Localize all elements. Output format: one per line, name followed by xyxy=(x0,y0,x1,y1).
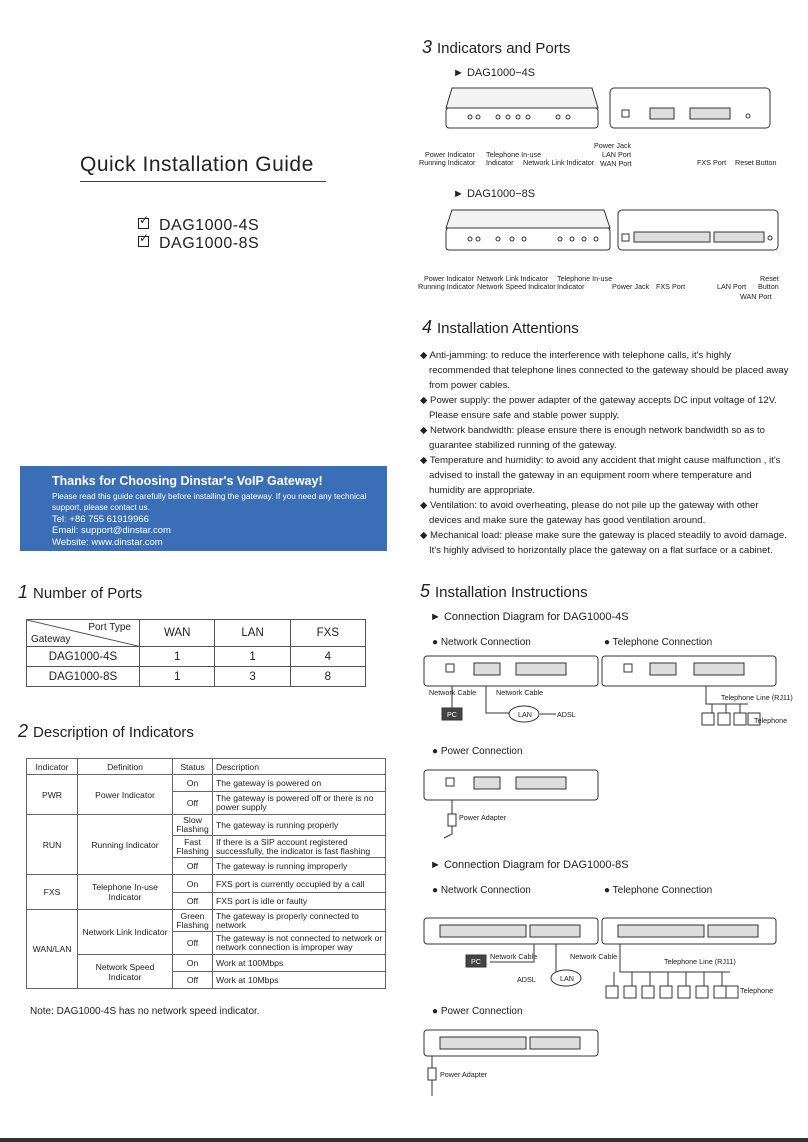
label-network-cable: Network Cable xyxy=(496,688,544,697)
attentions-list xyxy=(420,348,790,558)
thanks-tel: Tel: +86 755 61919966 xyxy=(52,513,149,525)
label-netspeed: Network Speed Indicator xyxy=(477,282,556,291)
label-reset: Reset xyxy=(760,274,779,283)
list-item: ◆ Network bandwidth: please ensure there is enough network bandwidth so as to guarantee stabilized running of the gateway. xyxy=(420,425,765,451)
list-item: ◆ Anti-jamming: to reduce the interference with telephone calls, it's highly recommended that telephone lines connected to the gateway should be placed away from power cables. xyxy=(420,350,789,391)
guide-title: Quick Installation Guide xyxy=(80,153,314,176)
power-connection-label: ● Power Connection xyxy=(432,1006,523,1017)
label-fxs-port: FXS Port xyxy=(656,282,686,291)
thanks-text: Please read this guide carefully before installing the gateway. If you need any technical support, please contact us. xyxy=(52,492,367,513)
col-header: FXS xyxy=(290,620,365,647)
table-row: Off Work at 10Mbps xyxy=(27,972,386,989)
label-lan-port: LAN Port xyxy=(602,150,632,159)
label-reset-button: Reset Button xyxy=(735,158,777,167)
section-2-heading: 2 Description of Indicators xyxy=(18,721,194,741)
footer-bar xyxy=(0,1138,808,1142)
label-tel-line: Telephone Line (RJ11) xyxy=(664,957,736,966)
label-telephone: Telephone xyxy=(740,986,774,995)
table-row: Off The gateway is running improperly xyxy=(27,858,386,875)
table-row: Network Speed Indicator On Work at 100Mbps xyxy=(27,955,386,972)
label-power-adapter: Power Adapter xyxy=(459,813,507,822)
table-row: Off FXS port is idle or faulty xyxy=(27,893,386,910)
thanks-website[interactable]: Website: www.dinstar.com xyxy=(52,536,163,548)
label-wan-port: WAN Port xyxy=(740,292,772,301)
col-header: LAN xyxy=(215,620,290,647)
label-button: Button xyxy=(758,282,779,291)
section-5-heading: 5 Installation Instructions xyxy=(420,581,588,601)
label-network-cable: Network Cable xyxy=(490,952,538,961)
list-item: ◆ Mechanical load: please make sure the gateway is placed steadily to avoid damage. It's highly advised to horizontally place the gateway on a flat surface or a cabinet. xyxy=(420,530,787,556)
conn-diagram-4s-title: ► Connection Diagram for DAG1000-4S xyxy=(430,611,629,623)
table-row: Fast Flashing If there is a SIP account registered successfully, the indicator is fast flashing xyxy=(27,836,386,858)
thanks-email[interactable]: Email: support@dinstar.com xyxy=(52,525,171,537)
pc-icon: PC xyxy=(447,710,457,719)
telephone-connection-label: ● Telephone Connection xyxy=(604,885,713,896)
sub-dag4s: ► DAG1000−4S xyxy=(453,67,536,79)
section-4-heading: 4 Installation Attentions xyxy=(422,317,579,337)
ports-table-corner: Port Type Gateway xyxy=(27,620,140,647)
label-indicator: Indicator xyxy=(486,158,514,167)
label-running-indicator: Running Indicator xyxy=(419,158,476,167)
col-header: Status xyxy=(173,759,213,775)
label-running-indicator: Running Indicator xyxy=(418,282,475,291)
col-header: WAN xyxy=(139,620,214,647)
col-header: Definition xyxy=(78,759,173,775)
label-adsl: ADSL xyxy=(557,710,576,719)
label-netlink: Network Link Indicator xyxy=(523,158,595,167)
label-network-cable: Network Cable xyxy=(570,952,618,961)
table-row: WAN/LAN Network Link Indicator Green Flashing The gateway is properly connected to network xyxy=(27,910,386,932)
label-power-indicator: Power Indicator xyxy=(424,274,474,283)
section-1-heading: 1 Number of Ports xyxy=(18,582,143,602)
table-row: Off The gateway is powered off or there is no power supply xyxy=(27,792,386,815)
list-item: ◆ Power supply: the power adapter of the gateway accepts DC input voltage of 12V. Please ensure safe and stable power supply. xyxy=(420,395,777,421)
lan-cloud-icon: LAN xyxy=(560,974,574,983)
telephone-connection-label: ● Telephone Connection xyxy=(604,637,713,648)
table-row: DAG1000-8S 1 3 8 xyxy=(27,667,366,687)
table-row: Off The gateway is not connected to network or network connection is improper way xyxy=(27,932,386,955)
label-wan-port: WAN Port xyxy=(600,159,632,168)
model-item-8s: ✓DAG1000-8S xyxy=(138,235,259,253)
label-power-adapter: Power Adapter xyxy=(440,1070,488,1079)
col-header: Description xyxy=(213,759,386,775)
list-item: ◆ Temperature and humidity: to avoid any accident that might cause malfunction , it's advised to install the gateway in an equipment room where temperature and humidity are appropriate. xyxy=(420,455,781,496)
label-power-jack: Power Jack xyxy=(594,141,632,150)
label-power-indicator: Power Indicator xyxy=(425,150,475,159)
note-text: Note: DAG1000-4S has no network speed indicator. xyxy=(30,1006,260,1017)
col-header: Indicator xyxy=(27,759,78,775)
network-connection-label: ● Network Connection xyxy=(432,637,531,648)
label-netlink: Network Link Indicator xyxy=(477,274,549,283)
label-tel-line: Telephone Line (RJ11) xyxy=(721,693,793,702)
label-tel-inuse: Telephone In-use xyxy=(486,150,542,159)
model-item-4s: ✓DAG1000-4S xyxy=(138,217,259,235)
label-network-cable: Network Cable xyxy=(429,688,477,697)
label-telephone: Telephone xyxy=(754,716,788,725)
label-indicator: Indicator xyxy=(557,282,585,291)
pc-icon: PC xyxy=(471,957,481,966)
section-3-heading: 3 Indicators and Ports xyxy=(422,37,571,57)
table-row: PWR Power Indicator On The gateway is powered on xyxy=(27,775,386,792)
sub-dag8s: ► DAG1000−8S xyxy=(453,188,536,200)
table-row: FXS Telephone In-use Indicator On FXS port is currently occupied by a call xyxy=(27,875,386,893)
label-tel-inuse: Telephone In-use xyxy=(557,274,613,283)
table-row: RUN Running Indicator Slow Flashing The gateway is running properly xyxy=(27,815,386,836)
table-row: DAG1000-4S 1 1 4 xyxy=(27,647,366,667)
power-connection-label: ● Power Connection xyxy=(432,746,523,757)
list-item: ◆ Ventilation: to avoid overheating, please do not pile up the gateway with other devices and make sure the gateway has good ventilation around. xyxy=(420,500,759,526)
label-fxs-port: FXS Port xyxy=(697,158,727,167)
conn-diagram-8s-title: ► Connection Diagram for DAG1000-8S xyxy=(430,859,629,871)
label-power-jack: Power Jack xyxy=(612,282,650,291)
lan-cloud-icon: LAN xyxy=(518,710,532,719)
label-lan-port: LAN Port xyxy=(717,282,747,291)
thanks-heading: Thanks for Choosing Dinstar's VoIP Gateway! xyxy=(52,474,323,488)
label-adsl: ADSL xyxy=(517,975,536,984)
network-connection-label: ● Network Connection xyxy=(432,885,531,896)
